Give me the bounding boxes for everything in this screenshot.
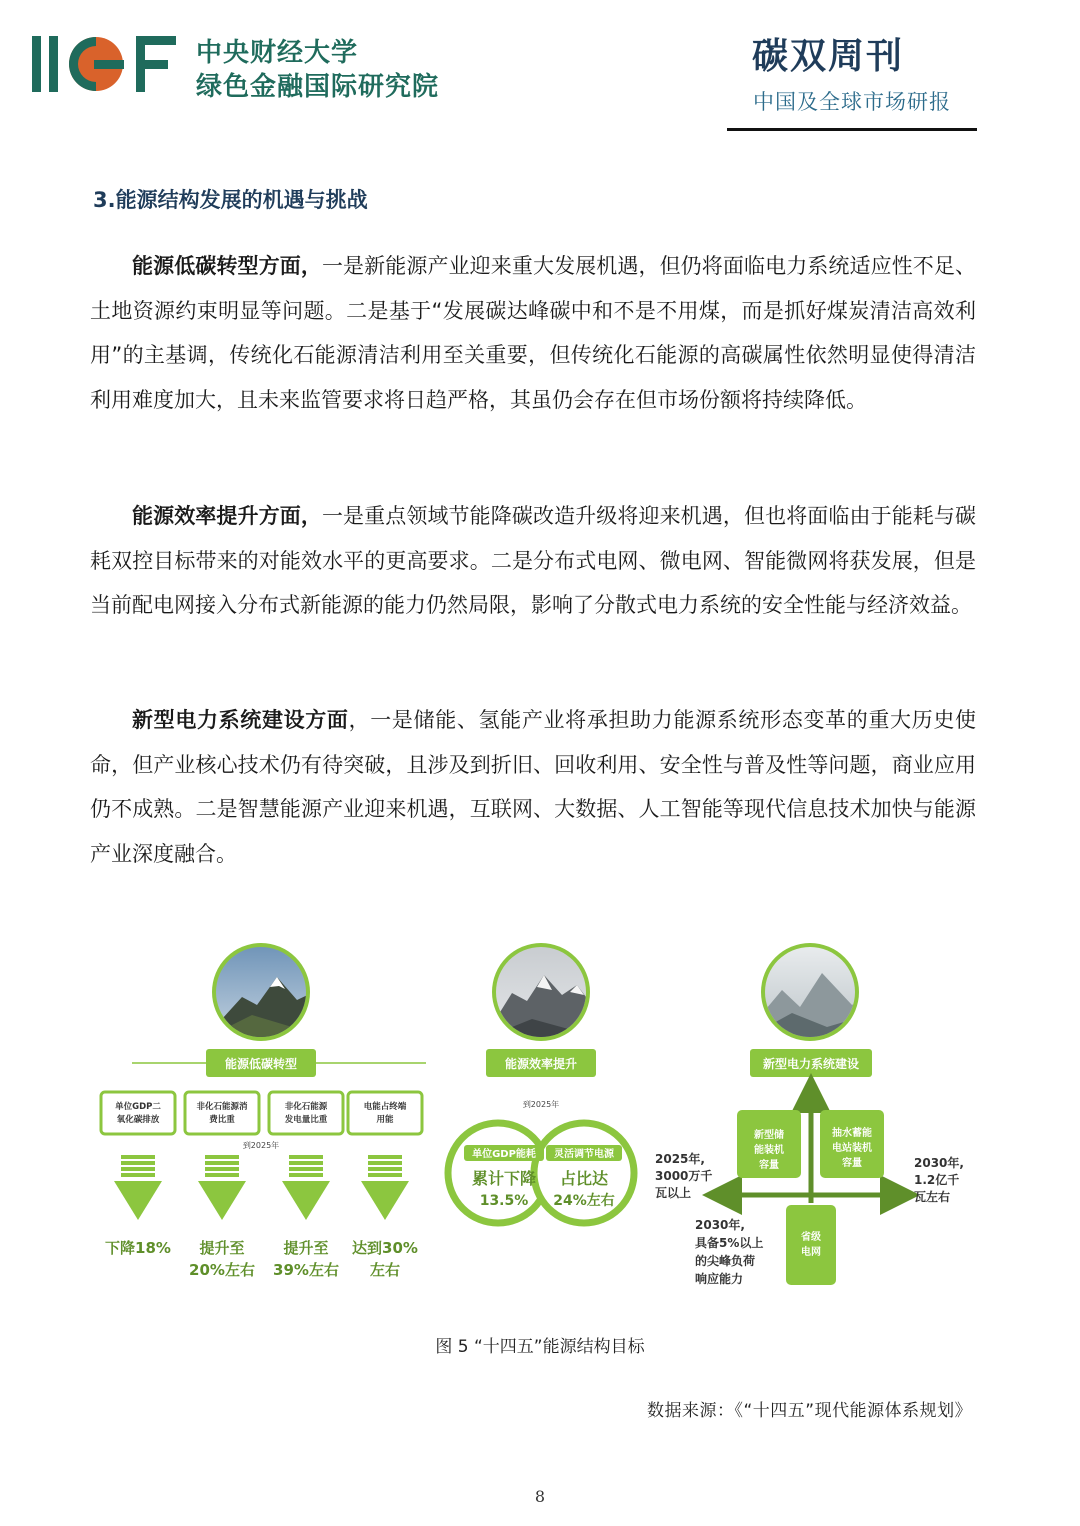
org-name-line1: 中央财经大学 [196,38,359,68]
energy-structure-figure [92,935,992,1310]
panel-title: 能源效率提升 [504,1057,578,1071]
indicator-label: 电能占终端 [363,1102,407,1112]
flexible-power-label: 灵活调节电源 [554,1149,614,1160]
paragraph-power-system [90,698,976,876]
panel-low-carbon [101,943,426,1279]
indicator-box [185,1092,259,1134]
storage-capacity-label: 能装机 [754,1145,784,1156]
pumped-storage-label: 抽水蓄能 [832,1128,872,1139]
result-value: 提升至 [283,1239,329,1257]
provincial-grid-label: 省级 [801,1232,821,1243]
pumped-storage-label: 电站装机 [832,1143,872,1154]
paragraph-body: 一是新能源产业迎来重大发展机遇，但仍将面临电力系统适应性不足、土地资源约束明显等问题。二是基于“发展碳达峰碳中和不是不用煤，而是抓好煤炭清洁高效利用”的主基调，传统化石能源清洁利用至关重要，但传统化石能源的高碳属性依然明显使得清洁利用难度加大，且未来监管要求将日趋严格，其虽仍会存在但市场份额将持续降低。 [90,254,977,412]
arrow-stripe [121,1167,155,1171]
arrow-stripe [289,1155,323,1159]
indicator-label: 单位GDP二 [115,1102,161,1112]
indicator-label: 非化石能源 [284,1102,328,1112]
peak-load-note: 响应能力 [695,1272,744,1286]
arrow-stripe [205,1161,239,1165]
arrow-stripe [121,1173,155,1177]
target-year-note: 到2025年 [242,1141,280,1150]
peak-load-note: 2030年, [695,1218,745,1232]
storage-target-note: 3000万千 [655,1169,713,1183]
indicator-label: 发电量比重 [284,1115,328,1125]
storage-target-note: 瓦以上 [655,1186,692,1200]
storage-capacity-label: 容量 [759,1160,779,1171]
publication-subtitle: 中国及全球市场研报 [753,90,951,114]
header-rule [727,128,977,131]
gdp-energy-percent: 13.5% [479,1193,529,1209]
arrow-stripe [289,1173,323,1177]
result-value: 39%左右 [273,1261,339,1279]
flexible-power-percent: 24%左右 [553,1193,615,1209]
provincial-grid-box [786,1205,836,1285]
arrow-stripe [368,1173,402,1177]
arrow-stripe [368,1161,402,1165]
down-arrow [114,1181,162,1220]
arrow-stripe [205,1173,239,1177]
indicator-label: 用能 [376,1115,394,1125]
arrow-stripe [289,1161,323,1165]
arrow-stripe [368,1155,402,1159]
paragraph-lead: 能源效率提升方面， [132,504,322,528]
storage-target-note: 2025年, [655,1152,705,1166]
indicator-label: 费比重 [209,1115,235,1125]
indicator-label: 氧化碳排放 [116,1115,160,1125]
arrow-stripe [121,1155,155,1159]
indicator-label: 非化石能源消 [196,1102,248,1112]
pumped-storage-target-note: 1.2亿千 [914,1173,960,1187]
pumped-storage-target-note: 瓦左右 [914,1190,951,1204]
arrow-stripe [205,1155,239,1159]
target-year-note: 到2025年 [522,1100,560,1109]
peak-load-note: 具备5%以上 [695,1236,764,1250]
panel-title: 能源低碳转型 [224,1057,298,1071]
section-heading: 3.能源结构发展的机遇与挑战 [93,188,368,212]
panel-title: 新型电力系统建设 [762,1057,860,1071]
result-value: 20%左右 [189,1261,255,1279]
storage-capacity-label: 新型储 [754,1130,784,1141]
gdp-energy-value: 累计下降 [471,1169,537,1188]
paragraph-lead: 新型电力系统建设方面 [132,708,349,732]
result-value: 左右 [369,1261,401,1279]
arrow-stripe [289,1167,323,1171]
paragraph-low-carbon [90,244,976,422]
paragraph-body: ，一是储能、氢能产业将承担助力能源系统形态变革的重大历史使命，但产业核心技术仍有待突破，且涉及到折旧、回收利用、安全性与普及性等问题，商业应用仍不成熟。二是智慧能源产业迎来机遇，互联网、大数据、人工智能等现代信息技术加快与能源产业深度融合。 [90,708,976,866]
peak-load-note: 的尖峰负荷 [695,1254,756,1268]
result-value: 下降18% [105,1239,171,1257]
indicator-box [101,1092,175,1134]
paragraph-body: 一是重点领域节能降碳改造升级将迎来机遇，但也将面临由于能耗与碳耗双控目标带来的对能效水平的更高要求。二是分布式电网、微电网、智能微网将获发展，但是当前配电网接入分布式新能源的能力仍然局限，影响了分散式电力系统的安全性能与经济效益。 [90,504,977,618]
indicator-box [348,1092,422,1134]
pumped-storage-target-note: 2030年, [914,1156,964,1170]
result-value: 达到30% [352,1239,418,1257]
provincial-grid-label: 电网 [801,1247,821,1258]
arrow-stripe [368,1167,402,1171]
arrow-stripe [205,1167,239,1171]
indicator-box [269,1092,343,1134]
publication-title: 碳双周刊 [752,36,905,77]
svg-text:IIGF: IIGF [32,30,34,31]
gdp-energy-label: 单位GDP能耗 [472,1149,536,1160]
pumped-storage-label: 容量 [842,1158,862,1169]
paragraph-lead: 能源低碳转型方面， [132,254,322,278]
result-value: 提升至 [199,1239,245,1257]
arrow-stripe [121,1161,155,1165]
paragraph-efficiency [90,494,976,628]
panel-power-system [655,943,964,1286]
panel-efficiency [448,943,634,1223]
iigf-logo [32,30,180,98]
page-number: 8 [534,1487,546,1506]
down-arrow [361,1181,409,1220]
flexible-power-value: 占比达 [559,1169,609,1188]
figure-caption: 图 5 “十四五”能源结构目标 [435,1337,645,1357]
down-arrow [198,1181,246,1220]
down-arrow [282,1181,330,1220]
data-source: 数据来源：《“十四五”现代能源体系规划》 [647,1401,973,1421]
org-name-line2: 绿色金融国际研究院 [196,72,440,102]
